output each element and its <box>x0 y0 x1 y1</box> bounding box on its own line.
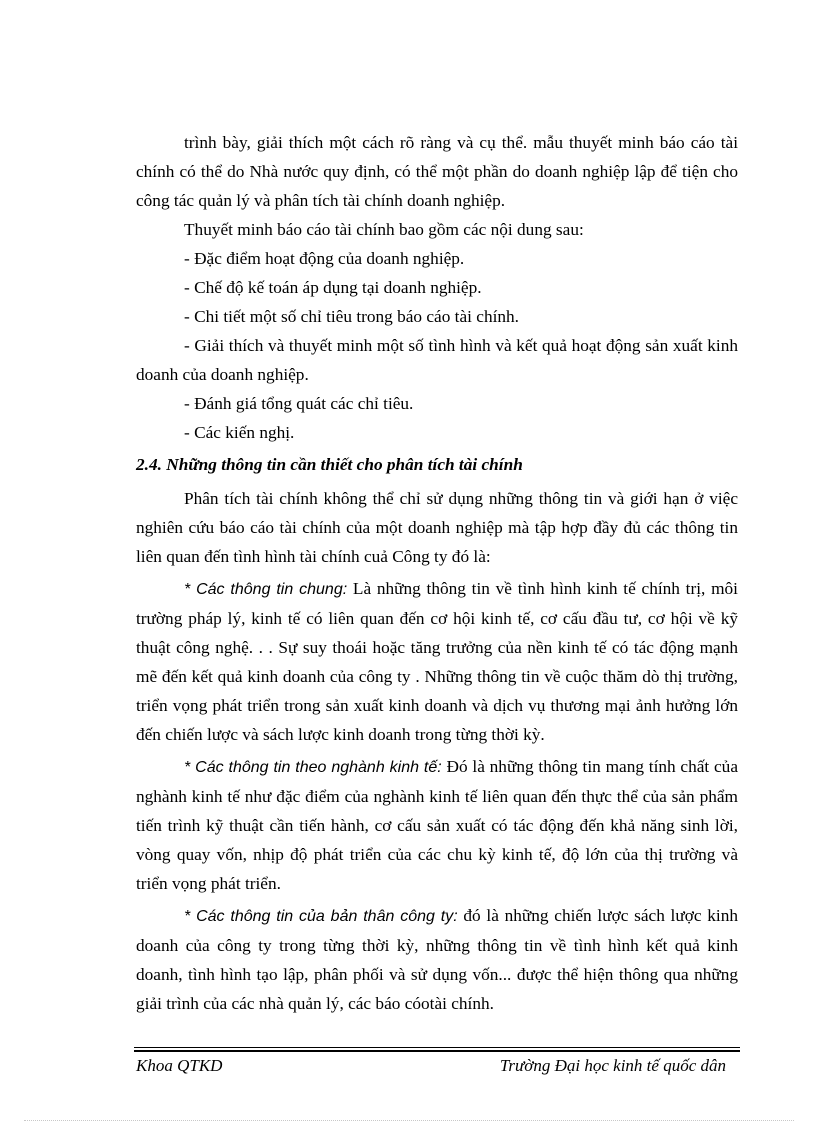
general-info-body: Là những thông tin về tình hình kinh tế chính trị, môi trường pháp lý, kinh tế có liên quan đến cơ hội kinh tế, cơ cấu đầu tư, cơ hội về kỹ thuật công nghệ. . . Sự suy thoái hoặc tăng trưởng của nền kinh tế có tác động mạnh mẽ đến kết quả kinh doanh của công ty . Những thông tin về cuộc thăm dò thị trường, triển vọng phát triển trong sản xuất kinh doanh và dịch vụ thương mại ảnh hưởng lớn đến chiến lược và sách lược kinh doanh trong từng thời kỳ. <box>136 579 738 744</box>
list-item: - Chi tiết một số chỉ tiêu trong báo cáo tài chính. <box>184 307 519 326</box>
paragraph-industry-info <box>136 752 738 898</box>
company-info-lead: * Các thông tin của bản thân công ty: <box>184 908 458 925</box>
paragraph-company-info <box>136 901 738 1018</box>
paragraph-continuation: trình bày, giải thích một cách rõ ràng và cụ thể. mẫu thuyết minh báo cáo tài chính có thể do Nhà nước quy định, có thể một phần do doanh nghiệp lập để tiện cho công tác quản lý và phân tích tài chính doanh nghiệp. <box>136 133 738 210</box>
list-item: - Chế độ kế toán áp dụng tại doanh nghiệp. <box>184 278 482 297</box>
paragraph-list-intro: Thuyết minh báo cáo tài chính bao gồm các nội dung sau: <box>184 220 584 239</box>
page-body <box>136 128 738 1018</box>
industry-info-lead: * Các thông tin theo nghành kinh tế: <box>184 759 442 776</box>
list-item: - Giải thích và thuyết minh một số tình hình và kết quả hoạt động sản xuất kinh doanh của doanh nghiệp. <box>136 336 738 384</box>
footer-divider-thick <box>134 1050 740 1052</box>
page-edge-divider <box>24 1120 794 1121</box>
footer-university: Trường Đại học kinh tế quốc dân <box>499 1056 726 1075</box>
list-item: - Các kiến nghị. <box>184 423 295 442</box>
footer-department: Khoa QTKD <box>136 1056 223 1075</box>
company-info-body: đó là những chiến lược sách lược kinh doanh của công ty trong từng thời kỳ, những thông tin về tình hình kết quả kinh doanh, tình hình tạo lập, phân phối và sử dụng vốn... được thể hiện thông qua những giải trình của các nhà quản lý, các báo cóotài chính. <box>136 906 738 1013</box>
industry-info-body: Đó là những thông tin mang tính chất của nghành kinh tế như đặc điểm của nghành kinh tế liên quan đến thực thể của sản phẩm tiến trình kỹ thuật cần tiến hành, cơ cấu sản xuất có tác động đến khả năng sinh lời, vòng quay vốn, nhịp độ phát triển của các chu kỳ kinh tế, độ lớn của thị trường và triển vọng phát triển. <box>136 757 738 893</box>
list-item: - Đặc điểm hoạt động của doanh nghiệp. <box>184 249 465 268</box>
list-item: - Đánh giá tổng quát các chỉ tiêu. <box>184 394 414 413</box>
paragraph-general-info <box>136 574 738 749</box>
paragraph-section-intro: Phân tích tài chính không thể chỉ sử dụng những thông tin và giới hạn ở việc nghiên cứu báo cáo tài chính của một doanh nghiệp mà tập hợp đầy đủ các thông tin liên quan đến tình hình tài chính cuả Công ty đó là: <box>136 489 738 566</box>
general-info-lead: * Các thông tin chung: <box>184 581 348 598</box>
section-heading: 2.4. Những thông tin cần thiết cho phân tích tài chính <box>136 455 523 474</box>
footer-divider <box>134 1047 740 1048</box>
